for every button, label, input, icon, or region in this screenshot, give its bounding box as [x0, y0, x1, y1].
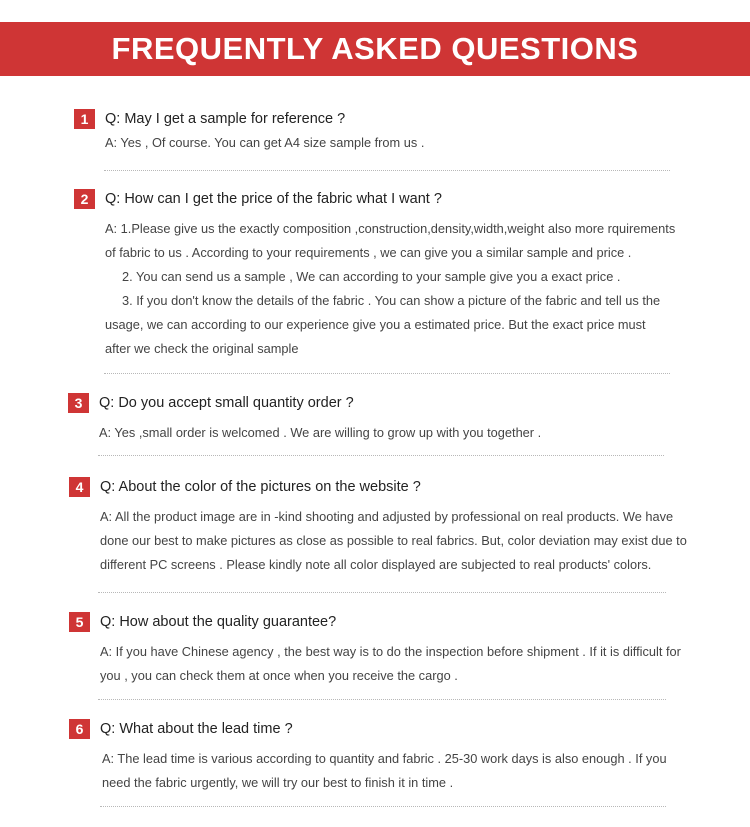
faq-divider	[98, 455, 664, 456]
faq-item-2	[74, 188, 675, 361]
answer-line: A: All the product image are in -kind shooting and adjusted by professional on real products. We have	[100, 509, 674, 524]
faq-answer	[105, 131, 424, 155]
answer-line: 3. If you don't know the details of the fabric . You can show a picture of the fabric and tell us the	[122, 293, 661, 308]
faq-item-6	[69, 718, 667, 795]
faq-question: Q: What about the lead time ?	[100, 721, 293, 737]
answer-line: 2. You can send us a sample , We can according to your sample give you a exact price .	[122, 269, 621, 284]
faq-answer	[100, 640, 681, 688]
faq-number-badge: 2	[74, 189, 95, 209]
answer-line: A: If you have Chinese agency , the best way is to do the inspection before shipment . If it is difficult for	[100, 644, 681, 659]
faq-question: Q: How can I get the price of the fabric what I want ?	[105, 191, 442, 207]
faq-number-badge: 1	[74, 109, 95, 129]
faq-number-badge: 6	[69, 719, 90, 739]
faq-divider	[104, 170, 670, 171]
answer-line: A: Yes , Of course. You can get A4 size sample from us .	[105, 135, 425, 150]
faq-question: Q: May I get a sample for reference ?	[105, 111, 346, 127]
faq-number-badge: 5	[69, 612, 90, 632]
answer-line: done our best to make pictures as close as possible to real fabrics. But, color deviation may exist due to	[100, 533, 687, 548]
faq-answer	[99, 421, 541, 445]
faq-question: Q: How about the quality guarantee?	[100, 614, 337, 630]
faq-answer	[100, 505, 687, 577]
answer-line: after we check the original sample	[105, 341, 299, 356]
faq-number-badge: 3	[68, 393, 89, 413]
faq-item-5	[69, 611, 681, 688]
answer-line: usage, we can according to our experience give you a estimated price. But the exact price must	[105, 317, 646, 332]
faq-item-3	[68, 392, 541, 445]
faq-divider	[98, 699, 666, 700]
faq-question: Q: About the color of the pictures on the website ?	[100, 479, 421, 495]
answer-line: A: Yes ,small order is welcomed . We are willing to grow up with you together .	[99, 425, 542, 440]
faq-divider	[104, 373, 670, 374]
answer-line: A: The lead time is various according to quantity and fabric . 25-30 work days is also enough . If you	[102, 751, 667, 766]
faq-answer	[105, 217, 675, 361]
answer-line: A: 1.Please give us the exactly composition ,construction,density,width,weight also more rquirements	[105, 221, 676, 236]
faq-divider	[100, 806, 666, 807]
faq-number-badge: 4	[69, 477, 90, 497]
faq-banner	[0, 22, 750, 76]
faq-item-4	[69, 476, 687, 577]
answer-line: different PC screens . Please kindly note all color displayed are subjected to real products' colors.	[100, 557, 652, 572]
answer-line: need the fabric urgently, we will try our best to finish it in time .	[102, 775, 454, 790]
faq-question: Q: Do you accept small quantity order ?	[99, 395, 354, 411]
page-title: FREQUENTLY ASKED QUESTIONS	[111, 31, 639, 66]
faq-item-1	[74, 108, 424, 155]
answer-line: of fabric to us . According to your requirements , we can give you a similar sample and price .	[105, 245, 632, 260]
answer-line: you , you can check them at once when you receive the cargo .	[100, 668, 458, 683]
faq-divider	[98, 592, 666, 593]
faq-answer	[102, 747, 667, 795]
